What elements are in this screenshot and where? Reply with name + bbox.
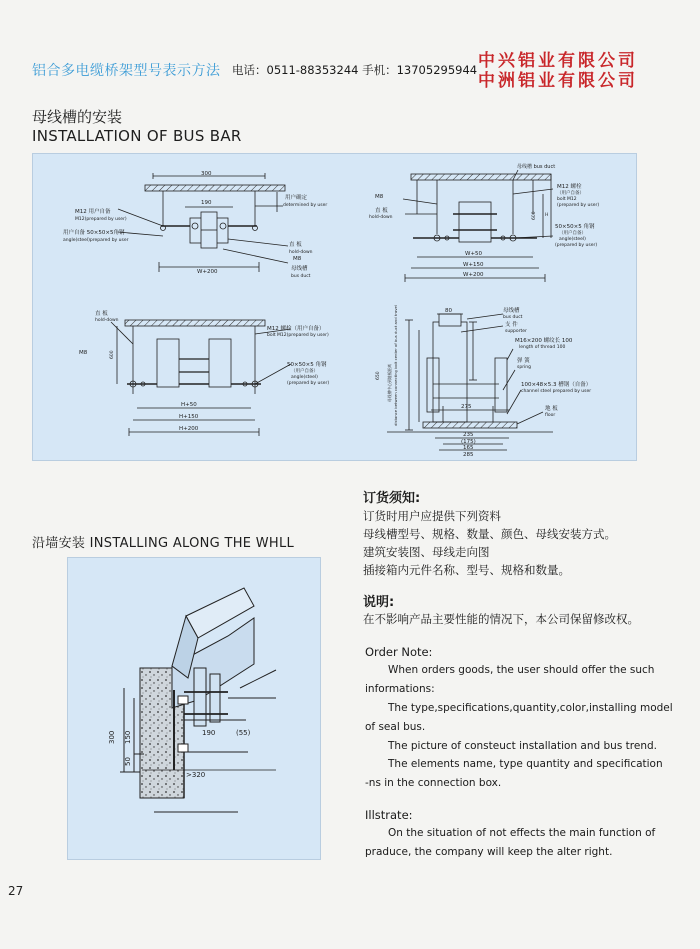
d4-dim-285: 285	[463, 452, 474, 458]
d4-label-channel-en: channel steel prepared by user	[521, 389, 592, 394]
d3-label-angle-en2: (prepared by user)	[287, 381, 330, 386]
d4-label-floor-cn: 地 板	[545, 406, 558, 412]
d3-label-angle-sub: （用户自备）	[291, 369, 318, 374]
d4-dim-650: 650	[376, 371, 381, 380]
illustrate-line2: praduce, the company will keep the alter right.	[365, 846, 613, 858]
d1-label-user-en: determined by user	[283, 203, 328, 208]
order-note-cn-line3: 建筑安装图、母线走向图	[363, 545, 490, 559]
d2-dim-w150: W+150	[463, 262, 484, 268]
d2-label-angle-sub: （用户自备）	[559, 231, 586, 236]
d2-dim-w200: W+200	[463, 272, 484, 278]
order-note-en-line1: When orders goods, the user should offer the such	[388, 664, 655, 676]
d1-label-user-cn: 用户确定	[285, 195, 308, 201]
order-note-en-heading: Order Note:	[365, 645, 433, 659]
order-note-en-line3: The type,specifications,quantity,color,installing model	[388, 702, 673, 714]
d4-dim-axis: distance between connecting bolt center of bus duct and travel	[393, 305, 398, 426]
d4-dim-165: 165	[463, 445, 474, 451]
page-number: 27	[8, 884, 24, 898]
d1-dim-300: 300	[201, 171, 212, 177]
d4-dim-80: 80	[445, 308, 452, 314]
d2-label-angle-en: angle(steel)	[559, 237, 586, 242]
d3-dim-600: 600	[110, 350, 115, 359]
d4-label-floor-en: floor	[545, 413, 556, 418]
illustrate-heading: Illstrate:	[365, 808, 413, 822]
section2-title: 沿墙安装 INSTALLING ALONG THE WHLL	[32, 536, 295, 551]
d3-dim-h200: H+200	[179, 426, 199, 432]
d4-label-support-cn: 支 件	[505, 322, 518, 328]
d4-label-m16: M16×200 螺纹长 100	[515, 338, 573, 344]
d3-label-m8: M8	[79, 350, 88, 356]
diagram-ceiling-mount-1	[118, 173, 288, 272]
d4-dim-axis-cn: 母线槽中心到地板距离	[387, 364, 392, 402]
order-note-en-line7: -ns in the connection box.	[365, 777, 502, 789]
d2-label-holddown-en: hold-down	[369, 215, 393, 220]
d3-label-holddown-en: hold-down	[95, 318, 119, 323]
d3-label-angle: 50×50×5 角钢	[287, 362, 327, 368]
order-note-en-line5: The picture of constеuct installation and bus trend.	[388, 740, 657, 752]
order-note-en-line2: informations:	[365, 683, 435, 695]
wall-installation-drawing	[68, 558, 320, 859]
wall-installation-panel	[67, 557, 321, 860]
wall-dim-150: 150	[124, 730, 132, 744]
d1-dim-190: 190	[201, 200, 212, 206]
d3-label-m12: M12 螺栓（用户自备）	[267, 326, 325, 332]
wall-dim-50: 50	[124, 757, 132, 766]
order-note-en-line6: The elements name, type quantity and specification	[388, 758, 663, 770]
d4-label-spring-cn: 弹 簧	[517, 358, 530, 364]
bus-bar-installation-panel	[32, 153, 637, 461]
diagram-ceiling-mount-3	[111, 320, 291, 436]
d1-label-angle-en: angle(steel)prepared by user	[63, 238, 129, 243]
d1-label-holddown-cn: 直 板	[289, 242, 302, 248]
d1-dim-w200: W+200	[197, 269, 218, 275]
d2-label-m12-en: bolt M12	[557, 197, 577, 202]
d2-label-holddown-cn: 直 板	[375, 208, 388, 214]
company-name-1: 中兴铝业有限公司	[478, 51, 638, 71]
order-note-cn-line2: 母线槽型号、规格、数量、颜色、母线安装方式。	[363, 527, 616, 541]
d3-label-m12-en: bolt M12(prepared by user)	[267, 333, 329, 338]
note-cn-line1: 在不影响产品主要性能的情况下，本公司保留修改权。	[363, 612, 639, 626]
d2-label-angle-en2: (prepared by user)	[555, 243, 598, 248]
d2-label-m12-cn: M12 螺栓	[557, 184, 582, 190]
d1-label-angle-cn: 用户自备 50×50×5角钢	[63, 230, 125, 236]
order-note-cn-line1: 订货时用户应提供下列资料	[363, 509, 501, 523]
order-note-cn-heading: 订货须知:	[363, 491, 421, 506]
illustrate-line1: On the situation of not effects the main function of	[388, 827, 656, 839]
note-cn-heading: 说明:	[363, 595, 395, 610]
bus-bar-installation-drawing	[33, 154, 636, 460]
section1-title-cn: 母线槽的安装	[32, 108, 123, 126]
wall-dim-320: >320	[186, 771, 206, 779]
d3-dim-h50: H+50	[181, 402, 197, 408]
d2-label-m12-en2: (prepared by user)	[557, 203, 600, 208]
company-name-2: 中洲铝业有限公司	[478, 71, 638, 91]
d4-dim-235: 235	[463, 432, 474, 438]
d4-label-channel: 100×48×5.3 槽钢（自备）	[521, 382, 592, 388]
order-note-cn-line4: 插接箱内元件名称、型号、规格和数量。	[363, 563, 570, 577]
d1-label-m12-en: M12(prepared by user)	[75, 217, 127, 222]
d3-label-holddown-cn: 直 板	[95, 311, 108, 317]
section1-title-en: INSTALLATION OF BUS BAR	[32, 127, 242, 145]
wall-dim-190: 190	[202, 729, 216, 737]
order-note-en-line4: of seal bus.	[365, 721, 426, 733]
d2-dim-h: H	[545, 213, 549, 218]
d4-label-busduct-cn: 母线槽	[503, 308, 520, 314]
d2-label-angle: 50×50×5 角钢	[555, 224, 595, 230]
d2-label-m12-sub: （用户自备）	[557, 191, 584, 196]
d2-dim-600: 600	[532, 211, 537, 220]
d2-label-m8: M8	[375, 194, 384, 200]
wall-dim-300: 300	[108, 730, 116, 744]
d1-label-busduct-en: bus duct	[291, 274, 311, 279]
d1-label-holddown-en: hold-down	[289, 250, 313, 255]
d3-label-angle-en: angle(steel)	[291, 375, 318, 380]
d1-label-m8: M8	[293, 256, 302, 262]
d4-dim-275: 275	[461, 404, 472, 410]
d4-label-support-en: supporter	[505, 329, 527, 334]
wall-dim-55: (55)	[236, 729, 251, 737]
d2-dim-w50: W+50	[465, 251, 483, 257]
header-contact: 电话：0511-88353244 手机：13705295944	[232, 63, 478, 77]
header-title: 铝合多电缆桥架型号表示方法	[32, 63, 221, 79]
d4-label-spring-en: spring	[517, 365, 532, 370]
d2-label-busduct: 母线槽 bus duct	[517, 164, 556, 170]
d1-label-busduct-cn: 母线槽	[291, 266, 308, 272]
d1-label-m12-cn: M12 用户自备	[75, 209, 111, 215]
d4-label-busduct-en: bus duct	[503, 315, 523, 320]
d4-label-m16-en: length of thread 100	[519, 345, 566, 350]
d4-dim-175: (175)	[461, 439, 476, 445]
d3-dim-h150: H+150	[179, 414, 199, 420]
